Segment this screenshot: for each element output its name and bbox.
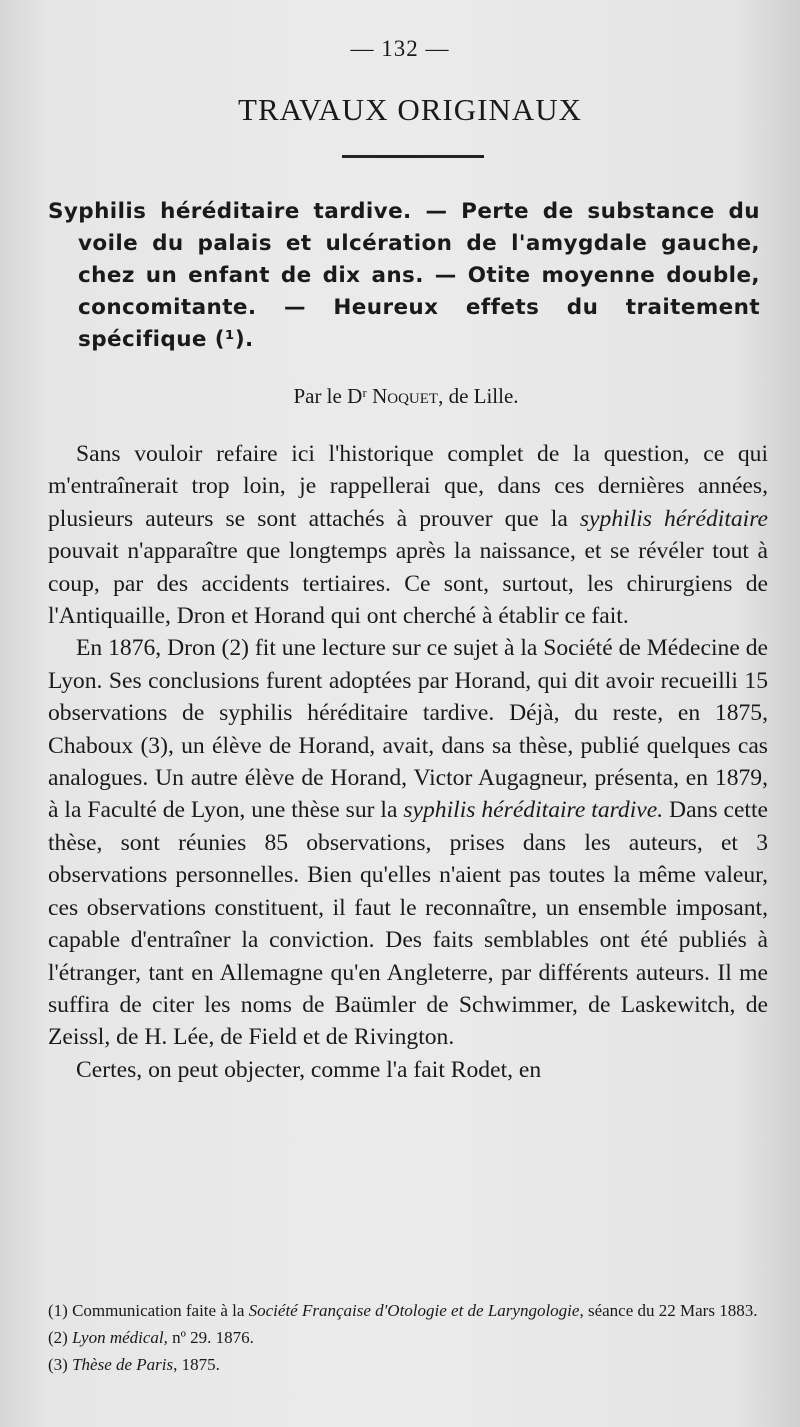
section-title: TRAVAUX ORIGINAUX	[238, 92, 582, 127]
footnote-2-number: (2)	[48, 1328, 73, 1347]
paragraph-2-emphasis: syphilis héréditaire tardive.	[403, 797, 664, 824]
paragraph-2-text-b: Dans cette thèse, sont réunies 85 observations, prises dans les auteurs, et 3 observations personnelles. Bien qu'elles n'aient pas toutes la même valeur, ces observations constituent, il faut le reconnaître, un ensemble imposant, capable d'entraîner la conviction. Des faits semblables ont été publiés à l'étranger, tant en Allemagne qu'en Angleterre, par différents auteurs. Il me suffira de citer les noms de Baümler de Schwimmer, de Laskewitch, de Zeissl, de H. Lée, de Field et de Rivington.	[48, 797, 768, 1051]
footnote-2	[48, 1327, 772, 1348]
footnote-1	[48, 1300, 772, 1321]
paragraph-3: Certes, on peut objecter, comme l'a fait Rodet, en	[76, 1056, 542, 1083]
footnote-1-text-b: séance du 22 Mars 1883.	[583, 1301, 758, 1320]
footnote-1-emphasis: Société Française d'Otologie et de Laryngologie,	[248, 1301, 584, 1320]
footnote-1-text-a: (1) Communication faite à la	[48, 1301, 249, 1320]
footnote-3-number: (3)	[48, 1355, 73, 1374]
paragraph-2	[48, 632, 768, 1053]
article-body	[48, 438, 768, 1086]
byline-prefix: Par le Dʳ	[293, 384, 367, 408]
footnote-3-emphasis: Thèse de Paris,	[72, 1355, 178, 1374]
title-divider	[342, 155, 484, 158]
footnote-2-text: nº 29. 1876.	[167, 1328, 254, 1347]
paragraph-2-text-a: En 1876, Dron (2) fit une lecture sur ce sujet à la Société de Médecine de Lyon. Ses conclusions furent adoptées par Horand, qui dit avoir recueilli 15 observations de syphilis héréditaire tardive. Déjà, du reste, en 1875, Chaboux (3), un élève de Horand, avait, dans sa thèse, publié quelques cas analogues. Un autre élève de Horand, Victor Augagneur, présenta, en 1879, à la Faculté de Lyon, une thèse sur la	[48, 635, 768, 824]
footnotes	[48, 1300, 772, 1381]
byline-suffix: , de Lille.	[438, 384, 519, 408]
paragraph-1	[48, 438, 768, 632]
footnote-2-emphasis: Lyon médical,	[72, 1328, 168, 1347]
byline	[0, 384, 800, 409]
footnote-3-text: 1875.	[177, 1355, 220, 1374]
page-number: — 132 —	[350, 36, 450, 61]
byline-author: Noquet	[372, 384, 439, 408]
paragraph-1-text-b: pouvait n'apparaître que longtemps après la naissance, et se révéler tout à coup, par des accidents tertiaires. Ce sont, surtout, les chirurgiens de l'Antiquaille, Dron et Horand qui ont cherché à établir ce fait.	[48, 538, 768, 630]
paragraph-1-emphasis: syphilis héréditaire	[579, 505, 769, 532]
footnote-3	[48, 1354, 772, 1375]
paragraph-1-text-a: Sans vouloir refaire ici l'historique complet de la question, ce qui m'entraînerait trop loin, je rappellerai que, dans ces dernières années, plusieurs auteurs se sont attachés à prouver que la	[48, 441, 768, 532]
article-title: Syphilis héréditaire tardive. — Perte de substance du voile du palais et ulcération de l'amygdale gauche, chez un enfant de dix ans. — Otite moyenne double, concomitante. — Heureux effets du traitement spécifique (¹).	[48, 199, 760, 352]
